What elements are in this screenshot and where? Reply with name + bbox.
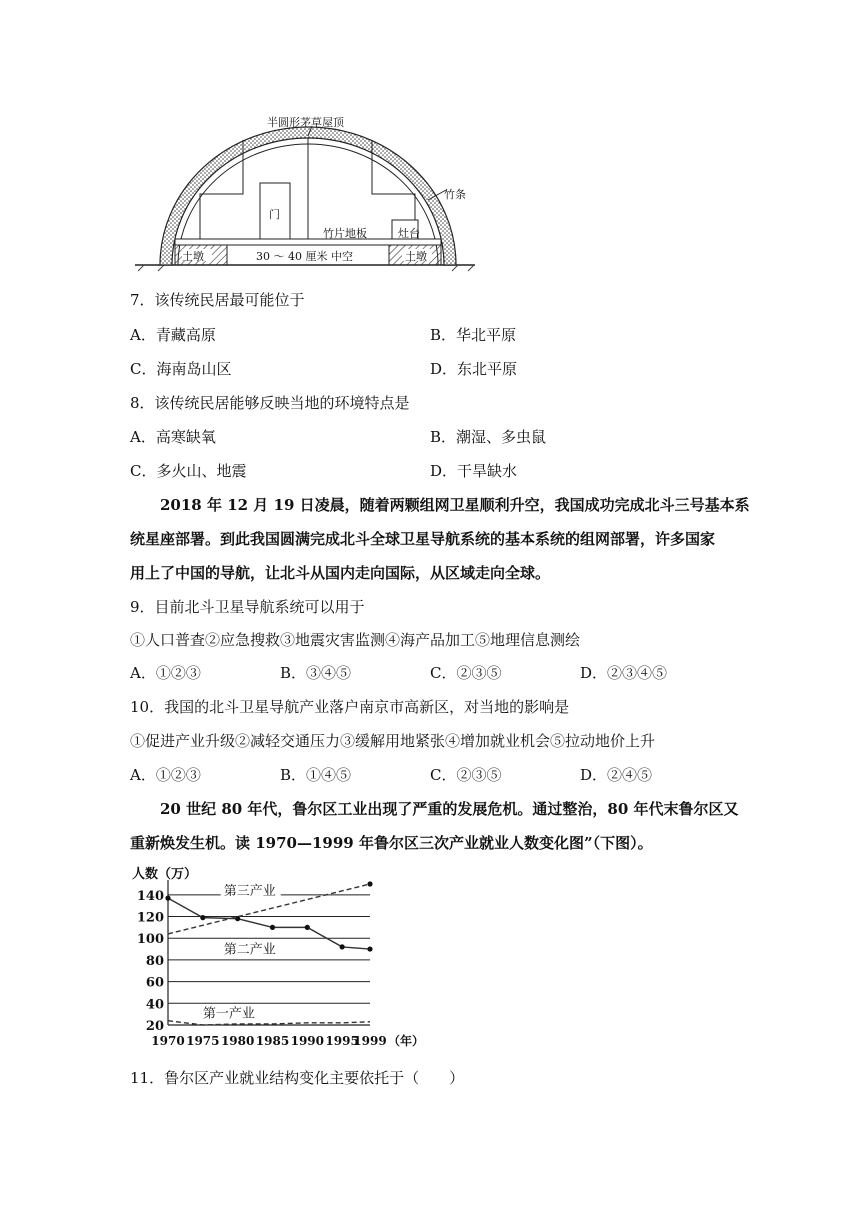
q9-option-b[interactable]: B．③④⑤ bbox=[280, 664, 352, 682]
passage1-line3: 用上了中国的导航，让北斗从国内走向国际，从区域走向全球。 bbox=[130, 564, 551, 582]
y-tick-label: 60 bbox=[145, 975, 164, 991]
x-tick-label: 1980 bbox=[220, 1034, 255, 1048]
x-tick-label: 1999 bbox=[353, 1034, 387, 1048]
stove-label: 灶台 bbox=[398, 227, 420, 240]
door-label: 门 bbox=[269, 208, 280, 221]
q11-stem: 11．鲁尔区产业就业结构变化主要依托于（ ） bbox=[130, 1069, 465, 1087]
series-line bbox=[168, 1021, 370, 1025]
series-label: 第二产业 bbox=[223, 942, 276, 958]
passage1-line1: 2018 年 12 月 19 日凌晨，随着两颗组网卫星顺利升空，我国成功完成北斗三号基本系 bbox=[160, 496, 750, 514]
y-tick-label: 20 bbox=[145, 1019, 164, 1034]
q9-option-c[interactable]: C．②③⑤ bbox=[430, 664, 502, 682]
q7-option-c[interactable]: C．海南岛山区 bbox=[130, 360, 232, 378]
q7-stem: 7．该传统民居最可能位于 bbox=[130, 291, 305, 309]
q7-option-a[interactable]: A．青藏高原 bbox=[130, 326, 216, 344]
y-tick-label: 100 bbox=[136, 932, 164, 948]
q10-items: ①促进产业升级②减轻交通压力③缓解用地紧张④增加就业机会⑤拉动地价上升 bbox=[130, 732, 656, 750]
q9-stem: 9．目前北斗卫星导航系统可以用于 bbox=[130, 598, 365, 616]
q7-option-b[interactable]: B．华北平原 bbox=[430, 326, 517, 344]
data-point bbox=[235, 916, 240, 921]
q8-option-c[interactable]: C．多火山、地震 bbox=[130, 462, 247, 480]
data-point bbox=[270, 925, 275, 930]
y-tick-label: 120 bbox=[136, 910, 164, 926]
data-point bbox=[200, 915, 205, 920]
q8-stem: 8．该传统民居能够反映当地的环境特点是 bbox=[130, 394, 410, 412]
y-tick-label: 140 bbox=[136, 888, 164, 904]
passage2-line1: 20 世纪 80 年代，鲁尔区工业出现了严重的发展危机。通过整治，80 年代末鲁尔区又 bbox=[160, 800, 739, 818]
q10-stem: 10．我国的北斗卫星导航产业落户南京市高新区，对当地的影响是 bbox=[130, 698, 570, 716]
q9-option-a[interactable]: A．①②③ bbox=[130, 664, 201, 682]
q8-option-b[interactable]: B．潮湿、多虫鼠 bbox=[430, 428, 547, 446]
x-tick-label: 1995 bbox=[325, 1034, 359, 1048]
ground-hatch bbox=[138, 265, 474, 271]
q10-option-b[interactable]: B．①④⑤ bbox=[280, 766, 352, 784]
series-label: 第一产业 bbox=[202, 1006, 255, 1022]
q9-items: ①人口普查②应急搜救③地震灾害监测④海产品加工⑤地理信息测绘 bbox=[130, 631, 581, 649]
y-tick-label: 80 bbox=[145, 953, 164, 969]
q8-option-d[interactable]: D．干旱缺水 bbox=[430, 462, 518, 480]
x-tick-label: 1990 bbox=[290, 1034, 325, 1048]
q10-option-d[interactable]: D．②④⑤ bbox=[580, 766, 653, 784]
passage1-line2: 统星座部署。到此我国圆满完成北斗全球卫星导航系统的基本系统的组网部署，许多国家 bbox=[130, 530, 716, 548]
x-tick-label: 1975 bbox=[186, 1034, 220, 1048]
data-point bbox=[367, 946, 372, 951]
x-tick-label: 1970 bbox=[151, 1034, 185, 1048]
data-point bbox=[367, 881, 372, 886]
right-mound-label: 土墩 bbox=[405, 250, 427, 263]
employment-chart bbox=[130, 862, 430, 1057]
q9-option-d[interactable]: D．②③④⑤ bbox=[580, 664, 668, 682]
q10-option-a[interactable]: A．①②③ bbox=[130, 766, 201, 784]
data-point bbox=[340, 944, 345, 949]
y-tick-label: 40 bbox=[145, 997, 164, 1013]
data-point bbox=[165, 896, 170, 901]
passage2-line2: 重新焕发生机。读 1970—1999 年鲁尔区三次产业就业人数变化图”（下图）。 bbox=[130, 834, 653, 852]
floor-label: 竹片地板 bbox=[323, 227, 367, 240]
q8-option-a[interactable]: A．高寒缺氧 bbox=[130, 428, 216, 446]
gap-label: 30 ～ 40 厘米 中空 bbox=[256, 250, 353, 263]
series-label: 第三产业 bbox=[223, 883, 276, 899]
y-axis-title: 人数（万） bbox=[132, 867, 198, 882]
x-axis-title: （年） bbox=[388, 1034, 425, 1048]
bamboo-label: 竹条 bbox=[444, 188, 466, 201]
left-mound-label: 土墩 bbox=[182, 250, 204, 263]
q10-option-c[interactable]: C．②③⑤ bbox=[430, 766, 502, 784]
x-tick-label: 1985 bbox=[255, 1034, 290, 1048]
data-point bbox=[305, 925, 310, 930]
q7-option-d[interactable]: D．东北平原 bbox=[430, 360, 518, 378]
roof-label: 半圆形茅草屋顶 bbox=[267, 116, 344, 129]
